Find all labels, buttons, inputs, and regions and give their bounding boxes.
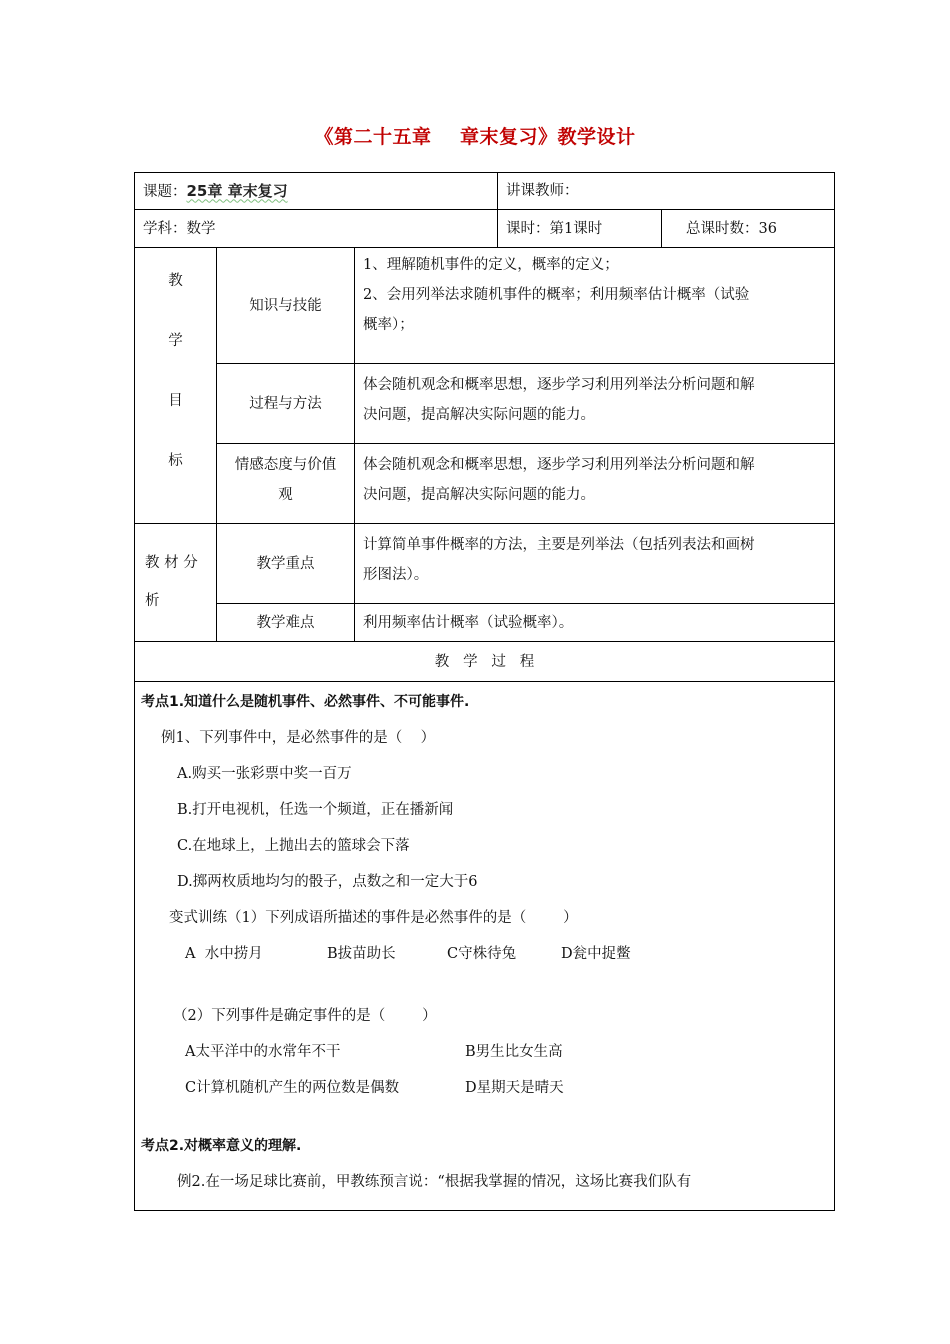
example-1: 例1、下列事件中，是必然事件的是（ ）	[161, 730, 436, 746]
goal-line: 决问题，提高解决实际问题的能力。	[363, 487, 595, 503]
key-point-2: 考点2.对概率意义的理解.	[141, 1138, 302, 1154]
variant-1-option-b: B拔苗助长	[327, 946, 396, 962]
analysis-content-difficulty: 利用频率估计概率（试验概率）。	[355, 604, 835, 642]
title-part-2: 章末复习》教学设计	[459, 126, 636, 148]
header-row-subject	[135, 210, 835, 248]
topic-cell	[135, 173, 498, 210]
title-part-1: 《第二十五章	[314, 126, 432, 148]
topic-label: 课题：	[143, 183, 187, 200]
analysis-row-difficulty	[135, 604, 835, 642]
goals-char-2: 学	[168, 333, 183, 349]
variant-1-option-c: C守株待兔	[447, 946, 517, 962]
total-hours-cell: 总课时数：36	[662, 210, 835, 248]
goal-name-knowledge: 知识与技能	[217, 248, 355, 364]
process-content	[135, 682, 835, 1211]
topic-value: 25章 章末复习	[186, 181, 288, 200]
goal-line: 概率）；	[363, 317, 414, 333]
goal-row-knowledge	[135, 248, 835, 364]
analysis-line: 计算简单事件概率的方法，主要是列举法（包括列表法和画树	[363, 537, 755, 553]
lesson-plan-table	[134, 172, 835, 1211]
variant-1: 变式训练（1）下列成语所描述的事件是必然事件的是（ ）	[169, 910, 578, 926]
analysis-label: 教 材 分 析	[135, 524, 217, 642]
process-heading-row	[135, 642, 835, 682]
goal-name-attitude: 情感态度与价值 观	[217, 444, 355, 524]
example-1-option-c: C.在地球上，上抛出去的篮球会下落	[177, 838, 410, 854]
subject-cell: 学科：数学	[135, 210, 498, 248]
teacher-cell: 讲课教师：	[498, 173, 835, 210]
analysis-line: 形图法）。	[363, 567, 429, 583]
goal-row-process	[135, 364, 835, 444]
variant-2-options-row-2	[141, 1070, 824, 1106]
example-1-option-a: A.购买一张彩票中奖一百万	[177, 766, 352, 782]
goal-content-attitude	[355, 444, 835, 524]
variant-1-options	[141, 936, 824, 972]
variant-2-option-c: C计算机随机产生的两位数是偶数	[185, 1080, 400, 1096]
goal-line: 体会随机观念和概率思想，逐步学习利用列举法分析问题和解	[363, 377, 755, 393]
goals-char-3: 目	[168, 393, 183, 409]
goal-line: 1、理解随机事件的定义，概率的定义；	[363, 257, 619, 273]
page-title	[0, 122, 950, 149]
goal-name-process: 过程与方法	[217, 364, 355, 444]
variant-2-option-b: B男生比女生高	[465, 1044, 563, 1060]
variant-2-option-a: A太平洋中的水常年不干	[185, 1044, 341, 1060]
analysis-name-difficulty: 教学难点	[217, 604, 355, 642]
goals-char-4: 标	[168, 453, 183, 469]
goal-line: 体会随机观念和概率思想，逐步学习利用列举法分析问题和解	[363, 457, 755, 473]
analysis-content-key	[355, 524, 835, 604]
goal-line: 2、会用列举法求随机事件的概率；利用频率估计概率（试验	[363, 287, 750, 303]
example-1-option-b: B.打开电视机，任选一个频道，正在播新闻	[177, 802, 454, 818]
example-2: 例2.在一场足球比赛前，甲教练预言说：“根据我掌握的情况，这场比赛我们队有	[177, 1174, 692, 1190]
variant-2-option-d: D星期天是晴天	[465, 1080, 564, 1096]
header-row-topic	[135, 173, 835, 210]
goal-line: 决问题，提高解决实际问题的能力。	[363, 407, 595, 423]
analysis-name-key: 教学重点	[217, 524, 355, 604]
goal-row-attitude	[135, 444, 835, 524]
process-heading: 教 学 过 程	[135, 642, 835, 682]
goal-content-knowledge	[355, 248, 835, 364]
analysis-row-key	[135, 524, 835, 604]
process-row	[135, 682, 835, 1211]
goals-char-1: 教	[168, 273, 183, 289]
variant-2: （2）下列事件是确定事件的是（ ）	[173, 1008, 437, 1024]
example-1-option-d: D.掷两枚质地均匀的骰子，点数之和一定大于6	[177, 874, 478, 890]
variant-1-option-a: A 水中捞月	[185, 946, 263, 962]
variant-2-options-row-1	[141, 1034, 824, 1070]
key-point-1: 考点1.知道什么是随机事件、必然事件、不可能事件.	[141, 694, 470, 710]
lesson-cell: 课时：第1课时	[498, 210, 662, 248]
goals-label	[135, 248, 217, 524]
goal-content-process	[355, 364, 835, 444]
variant-1-option-d: D瓮中捉鳖	[561, 946, 631, 962]
